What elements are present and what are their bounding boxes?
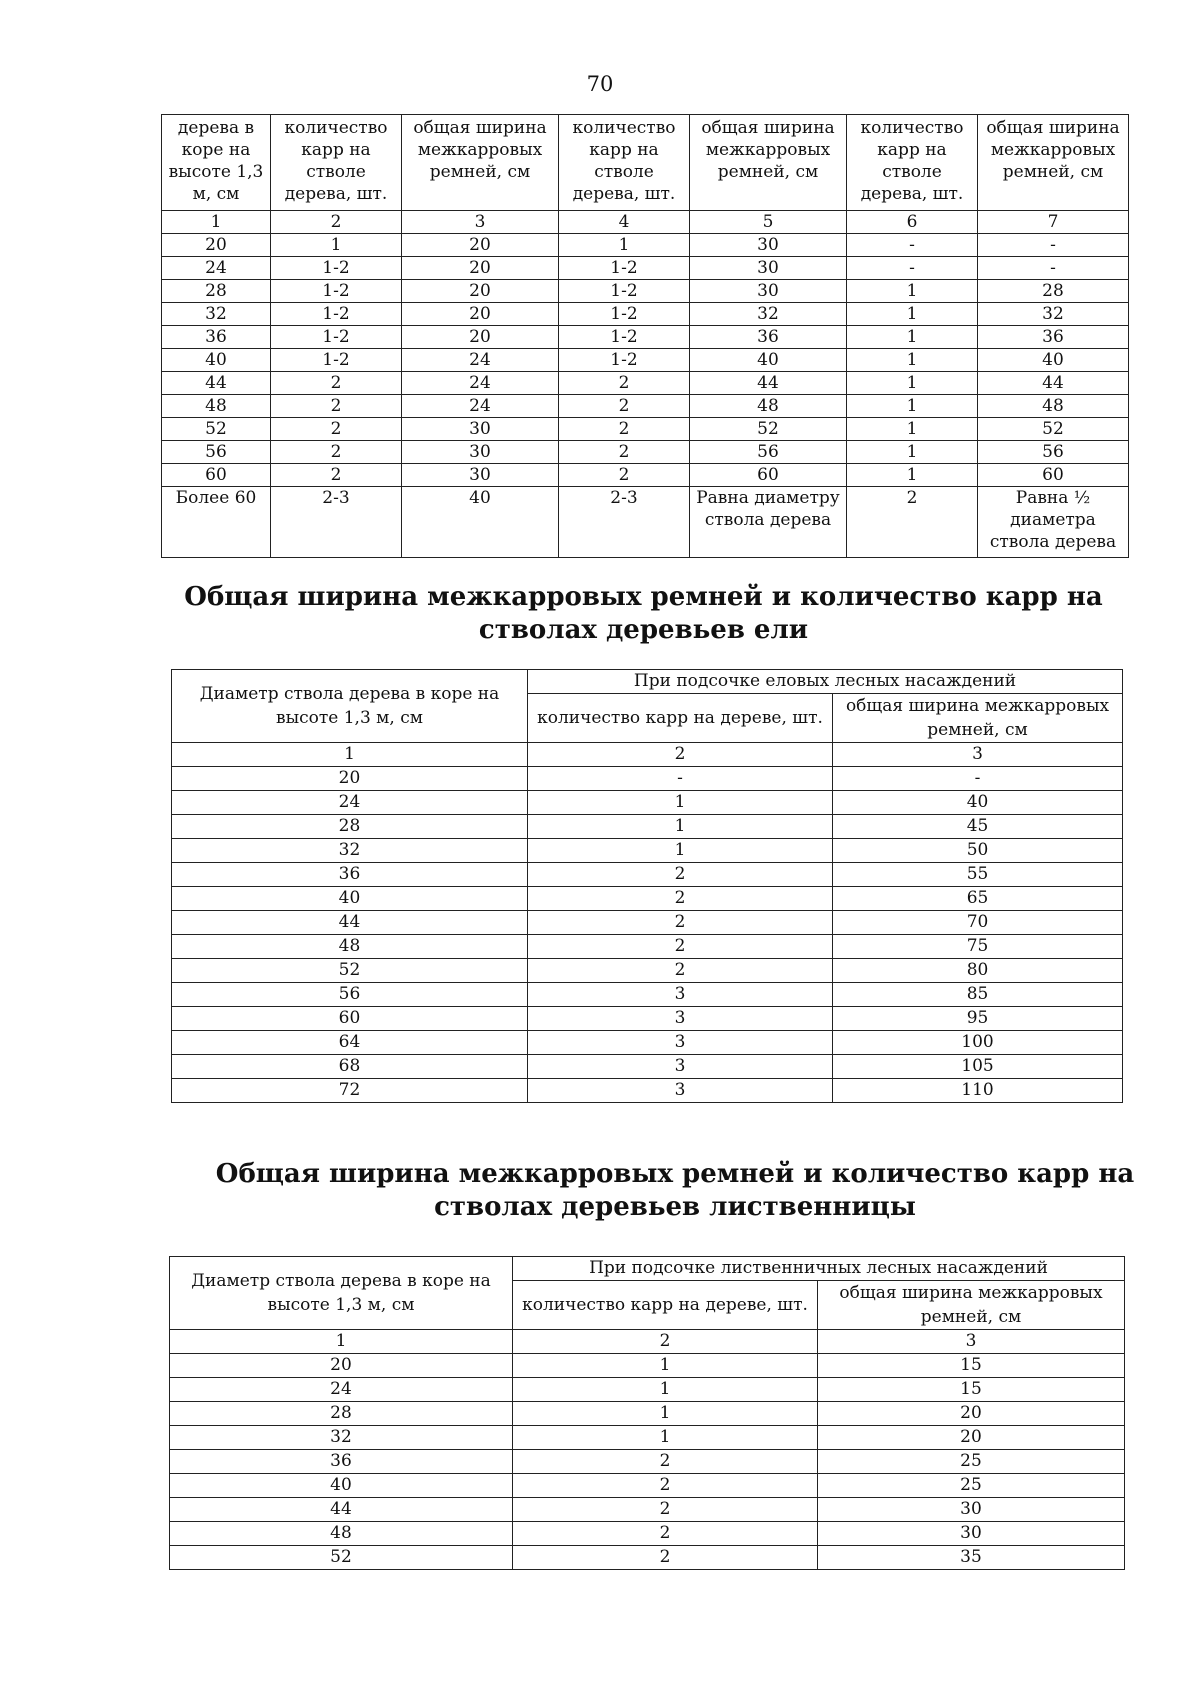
- column-number: 2: [513, 1330, 818, 1354]
- table-cell: 1-2: [271, 326, 402, 349]
- table-cell: 55: [833, 863, 1123, 887]
- column-number: 3: [833, 743, 1123, 767]
- table-cell: 2: [271, 372, 402, 395]
- table-row: [162, 418, 1129, 441]
- diameter-header: Диаметр ствола дерева в коре на высоте 1,3 м, см: [170, 1257, 513, 1330]
- table-cell: 72: [172, 1079, 528, 1103]
- table-cell: -: [847, 234, 978, 257]
- table-cell: 45: [833, 815, 1123, 839]
- table-cell: 1: [528, 791, 833, 815]
- column-number: 4: [559, 211, 690, 234]
- table-cell: 60: [690, 464, 847, 487]
- table-cell: 105: [833, 1055, 1123, 1079]
- table-cell: 50: [833, 839, 1123, 863]
- table-cell: 2: [513, 1450, 818, 1474]
- table-row: [170, 1474, 1125, 1498]
- table-row: [172, 839, 1123, 863]
- pine-resin-table: [161, 114, 1129, 558]
- table-cell: 1: [513, 1378, 818, 1402]
- table-cell: 30: [402, 464, 559, 487]
- table-row: [170, 1426, 1125, 1450]
- column-number-row: [170, 1330, 1125, 1354]
- table-cell: 35: [818, 1546, 1125, 1570]
- table-cell: 30: [402, 441, 559, 464]
- table-cell: 15: [818, 1354, 1125, 1378]
- table-row: [172, 791, 1123, 815]
- table-cell: 48: [172, 935, 528, 959]
- table-cell: 20: [172, 767, 528, 791]
- table-cell: 1-2: [559, 349, 690, 372]
- table-cell: 60: [172, 1007, 528, 1031]
- table-row: [162, 257, 1129, 280]
- table-cell: 20: [402, 234, 559, 257]
- table-cell: 1: [847, 349, 978, 372]
- table-cell: 2: [559, 464, 690, 487]
- table-cell: 20: [170, 1354, 513, 1378]
- table-cell: 70: [833, 911, 1123, 935]
- table-cell: 24: [172, 791, 528, 815]
- page-number: 70: [586, 72, 614, 96]
- group-header: При подсочке еловых лесных насаждений: [528, 670, 1123, 694]
- width-header: общая ширина межкарровых ремней, см: [833, 694, 1123, 743]
- table-cell: 20: [402, 326, 559, 349]
- table-header-row: [170, 1257, 1125, 1281]
- table-cell: 15: [818, 1378, 1125, 1402]
- table-cell: 24: [170, 1378, 513, 1402]
- table-cell: 40: [172, 887, 528, 911]
- spruce-resin-table: [171, 669, 1123, 1103]
- column-number: 2: [528, 743, 833, 767]
- count-header: количество карр на дереве, шт.: [513, 1281, 818, 1330]
- table-cell: 30: [690, 234, 847, 257]
- table-cell: 44: [170, 1498, 513, 1522]
- column-number: 3: [818, 1330, 1125, 1354]
- table-cell: 48: [690, 395, 847, 418]
- table-cell: 1: [528, 815, 833, 839]
- table-cell: 3: [528, 1007, 833, 1031]
- width-header: общая ширина межкарровых ремней, см: [818, 1281, 1125, 1330]
- larch-resin-table: [169, 1256, 1125, 1570]
- table-cell: 30: [690, 280, 847, 303]
- table-cell: 48: [170, 1522, 513, 1546]
- table-cell: 44: [172, 911, 528, 935]
- heading-spruce: Общая ширина межкарровых ремней и количество карр на стволах деревьев ели: [184, 582, 1103, 645]
- table-cell: 2: [559, 418, 690, 441]
- table-cell: 24: [402, 395, 559, 418]
- table-cell: 60: [978, 464, 1129, 487]
- table-cell: 60: [162, 464, 271, 487]
- table-cell: 24: [162, 257, 271, 280]
- table-row: [170, 1546, 1125, 1570]
- table-cell: Равна ½ диаметра ствола дерева: [978, 487, 1129, 558]
- table-row: [170, 1354, 1125, 1378]
- table-row: [172, 815, 1123, 839]
- table-cell: 1: [271, 234, 402, 257]
- table-row: [172, 1031, 1123, 1055]
- table-cell: Равна диаметру ствола дерева: [690, 487, 847, 558]
- table-cell: 40: [402, 487, 559, 558]
- table-cell: 52: [172, 959, 528, 983]
- table-cell: 2: [528, 911, 833, 935]
- table-header-row: [162, 115, 1129, 211]
- table-cell: 3: [528, 1031, 833, 1055]
- table-cell: 56: [978, 441, 1129, 464]
- table-cell: 40: [170, 1474, 513, 1498]
- column-number: 6: [847, 211, 978, 234]
- column-header: количество карр на стволе дерева, шт.: [559, 115, 690, 211]
- table-cell: 36: [690, 326, 847, 349]
- table-cell: 1: [847, 441, 978, 464]
- table-cell: 28: [978, 280, 1129, 303]
- table-cell: 20: [402, 257, 559, 280]
- count-header: количество карр на дереве, шт.: [528, 694, 833, 743]
- diameter-header: Диаметр ствола дерева в коре на высоте 1,3 м, см: [172, 670, 528, 743]
- table-row: [172, 887, 1123, 911]
- table-cell: 2: [528, 959, 833, 983]
- column-number: 2: [271, 211, 402, 234]
- table-cell: 1-2: [271, 257, 402, 280]
- table-cell: 3: [528, 983, 833, 1007]
- table-cell: 40: [162, 349, 271, 372]
- table-cell: 2: [559, 395, 690, 418]
- table-cell: -: [833, 767, 1123, 791]
- table-row: [162, 487, 1129, 558]
- table-row: [162, 326, 1129, 349]
- table-cell: 32: [162, 303, 271, 326]
- table-row: [172, 911, 1123, 935]
- table-cell: 3: [528, 1055, 833, 1079]
- table-cell: 110: [833, 1079, 1123, 1103]
- table-cell: 36: [978, 326, 1129, 349]
- table-cell: 100: [833, 1031, 1123, 1055]
- table-cell: 32: [170, 1426, 513, 1450]
- table-cell: 40: [690, 349, 847, 372]
- column-number-row: [162, 211, 1129, 234]
- table-cell: 24: [402, 349, 559, 372]
- table-cell: 52: [170, 1546, 513, 1570]
- table-cell: 2: [513, 1474, 818, 1498]
- table-cell: 28: [162, 280, 271, 303]
- table-cell: 20: [818, 1402, 1125, 1426]
- table-row: [172, 863, 1123, 887]
- table-cell: 95: [833, 1007, 1123, 1031]
- table-row: [172, 935, 1123, 959]
- table-cell: 1: [847, 280, 978, 303]
- table-cell: 30: [690, 257, 847, 280]
- table-cell: 44: [978, 372, 1129, 395]
- table-cell: 1-2: [271, 349, 402, 372]
- table-row: [162, 349, 1129, 372]
- table-cell: -: [528, 767, 833, 791]
- table-cell: 1-2: [559, 257, 690, 280]
- table-cell: 40: [978, 349, 1129, 372]
- group-header: При подсочке лиственничных лесных насаждений: [513, 1257, 1125, 1281]
- table-cell: 40: [833, 791, 1123, 815]
- table-cell: 2: [513, 1546, 818, 1570]
- table-cell: -: [978, 234, 1129, 257]
- table-row: [162, 441, 1129, 464]
- table-cell: 1: [847, 326, 978, 349]
- table-cell: 30: [818, 1498, 1125, 1522]
- column-header: количество карр на стволе дерева, шт.: [271, 115, 402, 211]
- table-row: [170, 1522, 1125, 1546]
- column-header: общая ширина межкарровых ремней, см: [402, 115, 559, 211]
- table-cell: 2: [271, 395, 402, 418]
- table-cell: 48: [978, 395, 1129, 418]
- table-cell: 20: [818, 1426, 1125, 1450]
- table-cell: 75: [833, 935, 1123, 959]
- column-number: 1: [172, 743, 528, 767]
- table-cell: 2: [559, 441, 690, 464]
- table-row: [170, 1378, 1125, 1402]
- table-row: [162, 395, 1129, 418]
- table-cell: 1: [847, 418, 978, 441]
- table-row: [172, 767, 1123, 791]
- table-cell: 44: [690, 372, 847, 395]
- table-cell: 20: [162, 234, 271, 257]
- table-cell: 2-3: [271, 487, 402, 558]
- table-cell: Более 60: [162, 487, 271, 558]
- table-cell: 52: [162, 418, 271, 441]
- table-cell: 1: [847, 372, 978, 395]
- table-cell: 1-2: [559, 303, 690, 326]
- table-cell: 20: [402, 280, 559, 303]
- table-row: [172, 1007, 1123, 1031]
- table-cell: 28: [172, 815, 528, 839]
- table-cell: 64: [172, 1031, 528, 1055]
- table-cell: 1: [513, 1354, 818, 1378]
- table-cell: 52: [690, 418, 847, 441]
- table-cell: 2: [271, 418, 402, 441]
- table-cell: 2: [271, 464, 402, 487]
- table-cell: 2: [513, 1498, 818, 1522]
- table-cell: 36: [170, 1450, 513, 1474]
- table-cell: 1-2: [271, 280, 402, 303]
- table-row: [172, 1055, 1123, 1079]
- table-row: [162, 464, 1129, 487]
- table-cell: 20: [402, 303, 559, 326]
- table-cell: 48: [162, 395, 271, 418]
- table-cell: 1: [847, 395, 978, 418]
- table-cell: 32: [978, 303, 1129, 326]
- table-cell: 30: [402, 418, 559, 441]
- table-cell: 2: [271, 441, 402, 464]
- table-cell: 28: [170, 1402, 513, 1426]
- column-number: 7: [978, 211, 1129, 234]
- column-number: 1: [162, 211, 271, 234]
- table-cell: 2: [513, 1522, 818, 1546]
- table-row: [172, 983, 1123, 1007]
- table-cell: 1: [513, 1426, 818, 1450]
- table-cell: 2: [528, 935, 833, 959]
- heading-larch: Общая ширина межкарровых ремней и количество карр на стволах деревьев лиственницы: [215, 1159, 1135, 1222]
- table-cell: 25: [818, 1450, 1125, 1474]
- table-cell: -: [847, 257, 978, 280]
- table-cell: 32: [690, 303, 847, 326]
- table-cell: 1: [528, 839, 833, 863]
- table-cell: 65: [833, 887, 1123, 911]
- table-cell: 36: [172, 863, 528, 887]
- table-cell: 56: [162, 441, 271, 464]
- table-row: [162, 303, 1129, 326]
- table-row: [162, 372, 1129, 395]
- table-cell: 2: [528, 887, 833, 911]
- table-cell: 80: [833, 959, 1123, 983]
- table-cell: 2: [559, 372, 690, 395]
- table-cell: 1-2: [559, 326, 690, 349]
- table-row: [170, 1402, 1125, 1426]
- table-cell: 1: [847, 464, 978, 487]
- table-cell: 1: [513, 1402, 818, 1426]
- table-cell: 56: [172, 983, 528, 1007]
- table-cell: 2: [847, 487, 978, 558]
- table-cell: 1-2: [559, 280, 690, 303]
- table-cell: 85: [833, 983, 1123, 1007]
- column-header: дерева в коре на высоте 1,3 м, см: [162, 115, 271, 211]
- table-cell: 24: [402, 372, 559, 395]
- table-row: [172, 959, 1123, 983]
- table-cell: 44: [162, 372, 271, 395]
- table-cell: -: [978, 257, 1129, 280]
- table-cell: 36: [162, 326, 271, 349]
- table-cell: 1: [559, 234, 690, 257]
- column-number: 1: [170, 1330, 513, 1354]
- column-header: количество карр на стволе дерева, шт.: [847, 115, 978, 211]
- table-row: [162, 280, 1129, 303]
- table-cell: 1: [847, 303, 978, 326]
- table-cell: 56: [690, 441, 847, 464]
- table-header-row: [172, 670, 1123, 694]
- table-row: [162, 234, 1129, 257]
- table-cell: 68: [172, 1055, 528, 1079]
- table-row: [172, 1079, 1123, 1103]
- table-cell: 3: [528, 1079, 833, 1103]
- table-cell: 30: [818, 1522, 1125, 1546]
- table-cell: 52: [978, 418, 1129, 441]
- table-cell: 32: [172, 839, 528, 863]
- table-cell: 25: [818, 1474, 1125, 1498]
- column-header: общая ширина межкарровых ремней, см: [978, 115, 1129, 211]
- column-number-row: [172, 743, 1123, 767]
- table-cell: 2: [528, 863, 833, 887]
- column-header: общая ширина межкарровых ремней, см: [690, 115, 847, 211]
- column-number: 3: [402, 211, 559, 234]
- table-cell: 1-2: [271, 303, 402, 326]
- column-number: 5: [690, 211, 847, 234]
- table-cell: 2-3: [559, 487, 690, 558]
- table-row: [170, 1498, 1125, 1522]
- table-row: [170, 1450, 1125, 1474]
